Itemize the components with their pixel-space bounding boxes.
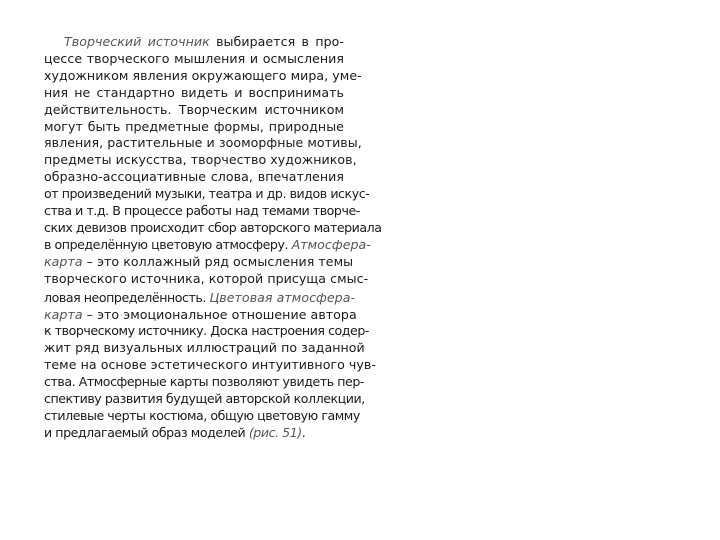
text-line: карта – это эмоциональное отношение автора [44,306,357,322]
paragraph-1 [44,34,382,288]
text-line: теме на основе эстетического интуитивного чув- [44,357,376,373]
text-line: ства и т.д. В процессе работы над темами творче- [44,203,360,219]
text-line: художником явления окружающего мира, уме- [44,67,362,83]
text-line: образно-ассоциативные слова, впечатления [44,169,344,185]
text-line: от произведений музыки, театра и др. видов искус- [44,186,370,202]
text-line: могут быть предметные формы, природные [44,118,344,134]
term-color-atmosphere-card-cont: карта [44,306,83,322]
text-line: ния не стандартно видеть и воспринимать [44,84,344,100]
text-line: действительность. Творческим источником [44,101,344,117]
term-atmosphere-card: Атмосфера- [291,236,371,252]
text-line: карта – это коллажный ряд осмысления темы [44,253,354,269]
text-line: Творческий источник выбирается в про- [64,34,344,49]
text-line: ских девизов происходит сбор авторского материала [44,219,382,235]
text-line: к творческому источнику. Доска настроения содер- [44,323,369,339]
term-atmosphere-card-cont: карта [44,253,83,269]
text-line: ловая неопределённость. Цветовая атмосфера- [44,289,356,305]
term-color-atmosphere-card: Цветовая атмосфера- [209,289,356,305]
text-line: жит ряд визуальных иллюстраций по заданной [44,340,365,356]
text-line: явления, растительные и зооморфные мотивы, [44,135,362,151]
text-line: творческого источника, которой присуща смыс- [44,270,369,286]
term-creative-source: Творческий источник [64,34,210,49]
figure-reference[interactable]: (рис. 51) [248,424,302,440]
document-page [44,34,382,442]
text-line: ства. Атмосферные карты позволяют увидеть пер- [44,374,364,390]
text-line: предметы искусства, творчество художников, [44,152,357,168]
text-line: стилевые черты костюма, общую цветовую гамму [44,407,360,423]
text-line: спективу развития будущей авторской коллекции, [44,391,365,407]
text-line: цессе творческого мышления и осмысления [44,50,344,66]
paragraph-2 [44,289,376,442]
text-line: и предлагаемый образ моделей (рис. 51). [44,424,306,440]
text-line: в определённую цветовую атмосферу. Атмосфера- [44,236,371,252]
